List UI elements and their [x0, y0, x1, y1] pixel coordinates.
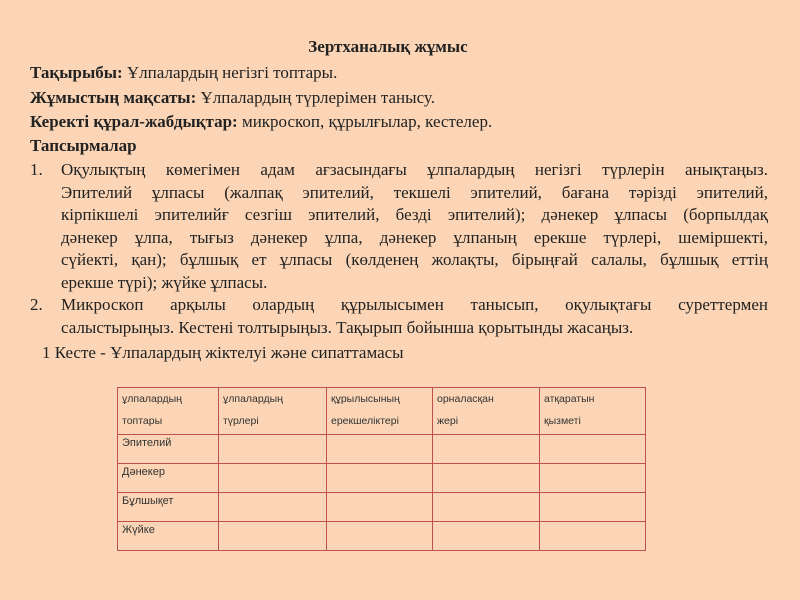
header-cell	[118, 388, 219, 435]
table-cell	[433, 493, 540, 522]
topic-value: Ұлпалардың негізгі топтары.	[122, 63, 338, 82]
table-cell	[540, 435, 646, 464]
tools-value: микроскоп, құрылғылар, кестелер.	[237, 112, 493, 131]
table-cell	[219, 522, 327, 551]
tasks-heading: Тапсырмалар	[30, 136, 137, 155]
header-cell	[540, 388, 646, 435]
tools-label: Керекті құрал-жабдықтар:	[30, 112, 238, 131]
goal-label: Жұмыстың мақсаты:	[30, 88, 197, 107]
table-cell	[219, 464, 327, 493]
task-number: 1.	[30, 160, 43, 179]
task-number: 2.	[30, 295, 43, 314]
table-row	[118, 435, 646, 464]
topic-label: Тақырыбы:	[30, 63, 123, 82]
task-1-line: Эпителий ұлпасы (жалпақ эпителий, текшелі эпителий, бағана тәрізді эпителий,	[61, 182, 768, 202]
task-1-line: кірпікшелі эпителийғ сезгіш эпителий, безді эпителий); дәнекер ұлпасы (борпылдақ	[61, 205, 768, 224]
page-title: Зертханалық жұмыс	[308, 37, 468, 56]
header-cell	[219, 388, 327, 435]
tools-line	[30, 112, 492, 132]
table-cell	[433, 464, 540, 493]
table-cell	[540, 493, 646, 522]
table-row	[118, 493, 646, 522]
table-cell	[327, 435, 433, 464]
header-text: ұлпалардың	[223, 393, 283, 405]
table-cell	[433, 435, 540, 464]
header-text: ұлпалардың	[122, 393, 182, 405]
table-cell	[327, 464, 433, 493]
table-caption: 1 Кесте - Ұлпалардың жіктелуі және сипаттамасы	[42, 343, 404, 362]
header-text: түрлері	[223, 415, 259, 427]
table-cell	[219, 435, 327, 464]
topic-line	[30, 63, 337, 83]
header-text: құрылысының	[331, 393, 400, 405]
table-header-row	[118, 388, 646, 435]
table-cell	[327, 493, 433, 522]
table-cell	[540, 522, 646, 551]
table-cell	[433, 522, 540, 551]
task-1-line: сүйекті, қан); бұлшық ет ұлпасы (көлденең жолақты, бірыңғай салалы, бұлшық еттің	[61, 250, 768, 269]
header-text: топтары	[122, 415, 163, 427]
table-cell	[219, 493, 327, 522]
task-2-line: Микроскоп арқылы олардың құрылысымен танысып, оқулықтағы суреттермен	[61, 295, 768, 314]
header-text: орналасқан	[437, 393, 494, 405]
task-1-line: ерекше түрі); жүйке ұлпасы.	[61, 272, 268, 292]
task-2-line: салыстырыңыз. Кестені толтырыңыз. Тақырып бойынша қорытынды жасаңыз.	[61, 318, 634, 337]
row-label: Бұлшықет	[118, 493, 219, 522]
header-text: атқаратын	[544, 393, 595, 405]
row-label: Дәнекер	[118, 464, 219, 493]
goal-line	[30, 88, 435, 108]
header-cell	[433, 388, 540, 435]
table-cell	[540, 464, 646, 493]
table-row	[118, 522, 646, 551]
row-label: Жүйке	[118, 522, 219, 551]
table-row	[118, 464, 646, 493]
goal-value: Ұлпалардың түрлерімен танысу.	[196, 88, 435, 107]
header-text: қызметі	[544, 415, 581, 427]
table-cell	[327, 522, 433, 551]
row-label: Эпителий	[118, 435, 219, 464]
header-cell	[327, 388, 433, 435]
header-text: ерекшеліктері	[331, 415, 399, 427]
task-1-line: дәнекер ұлпа, тығыз дәнекер ұлпа, дәнекер ұлпаның ерекше түрлері, шеміршекті,	[61, 227, 768, 247]
header-text: жері	[437, 415, 459, 427]
task-1-line: Оқулықтың көмегімен адам ағзасындағы ұлпалардың негізгі түрлерін анықтаңыз.	[61, 160, 768, 179]
tissue-table	[117, 387, 646, 551]
